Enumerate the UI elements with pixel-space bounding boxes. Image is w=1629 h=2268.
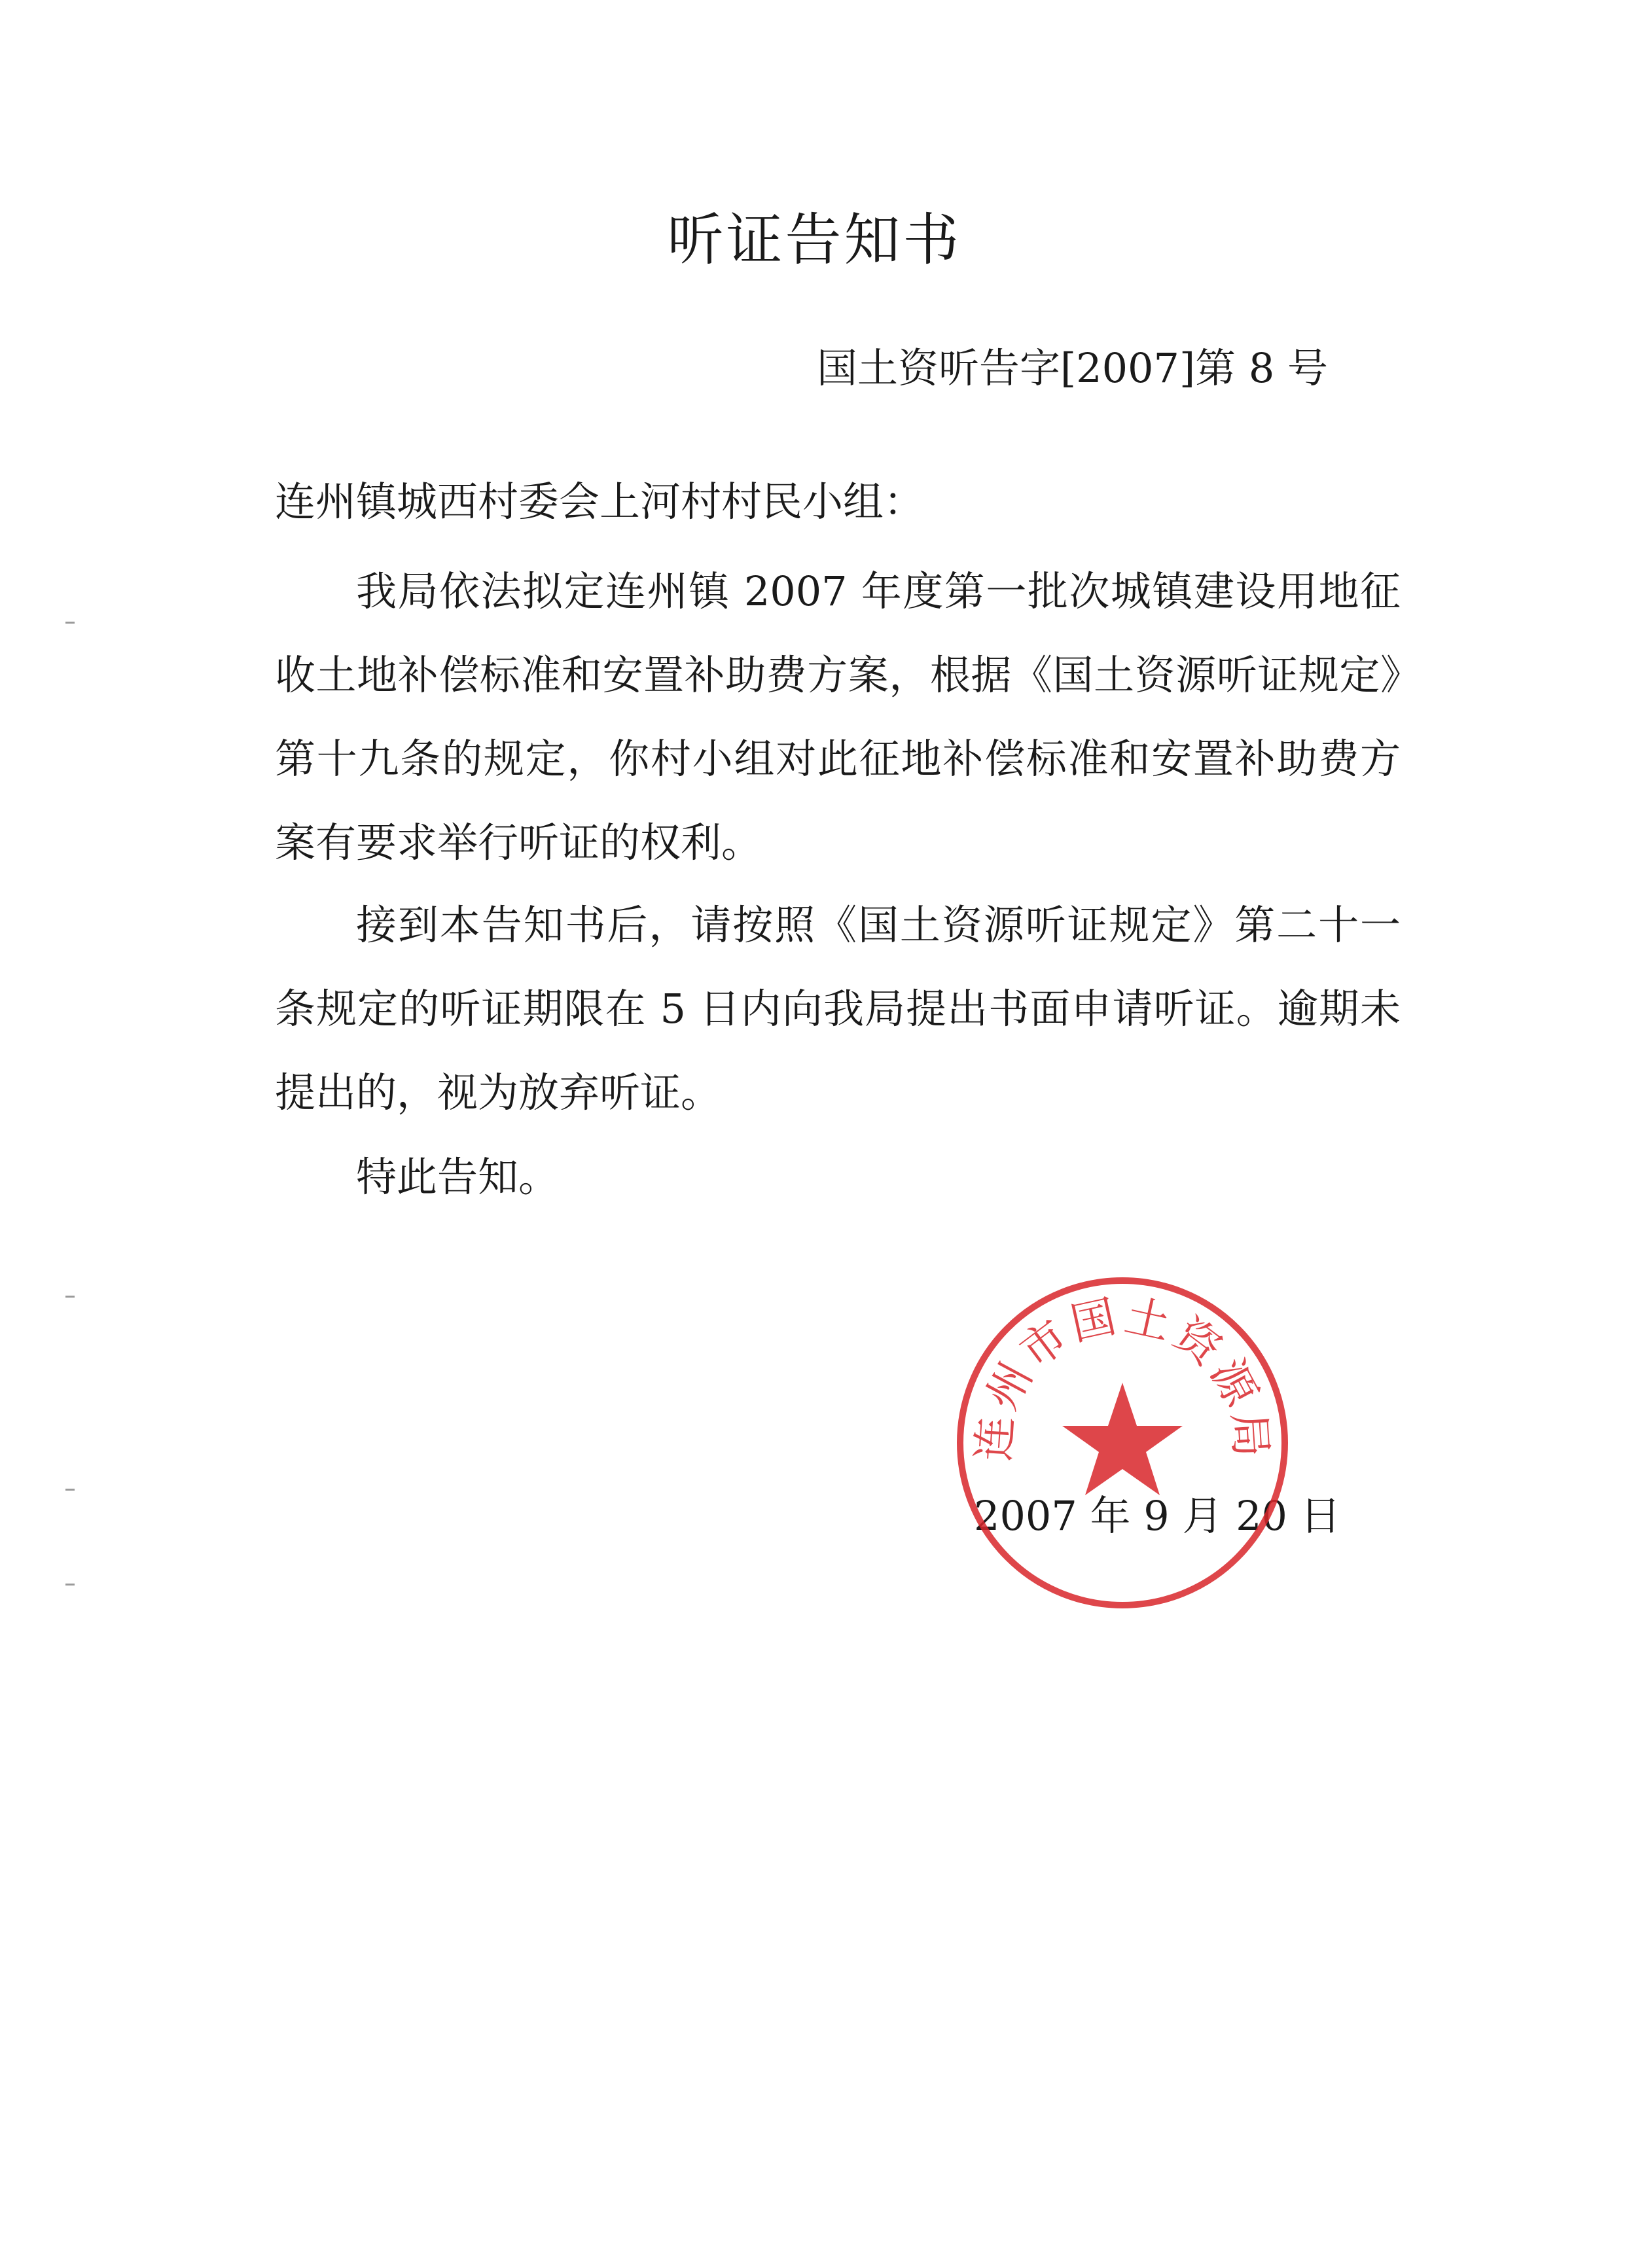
closing-paragraph: 特此告知。 bbox=[356, 1153, 560, 1201]
document-number: 国土资听告字[2007]第 8 号 bbox=[816, 344, 1328, 392]
body-paragraph-1: 我局依法拟定连州镇 2007 年度第一批次城镇建设用地征收土地补偿标准和安置补助费方案，根据《国土资源听证规定》第十九条的规定，你村小组对此征地补偿标准和安置补助费方案有要求举行听证的权利。 bbox=[275, 567, 1401, 866]
margin-mark bbox=[65, 1489, 75, 1491]
seal-text: 连州市国土资源局 bbox=[968, 1290, 1277, 1463]
recipient-line: 连州镇城西村委会上河村村民小组： bbox=[275, 478, 925, 525]
body-paragraph-2: 接到本告知书后，请按照《国土资源听证规定》第二十一条规定的听证期限在 5 日内向我局提出书面申请听证。逾期未提出的，视为放弃听证。 bbox=[275, 901, 1401, 1116]
star-icon bbox=[1062, 1383, 1183, 1495]
margin-mark bbox=[65, 622, 75, 624]
document-date: 2007 年 9 月 20 日 bbox=[974, 1492, 1341, 1540]
margin-mark bbox=[65, 1296, 75, 1298]
official-seal bbox=[952, 1273, 1293, 1613]
margin-mark bbox=[65, 1584, 75, 1586]
document-title: 听证告知书 bbox=[667, 207, 962, 273]
